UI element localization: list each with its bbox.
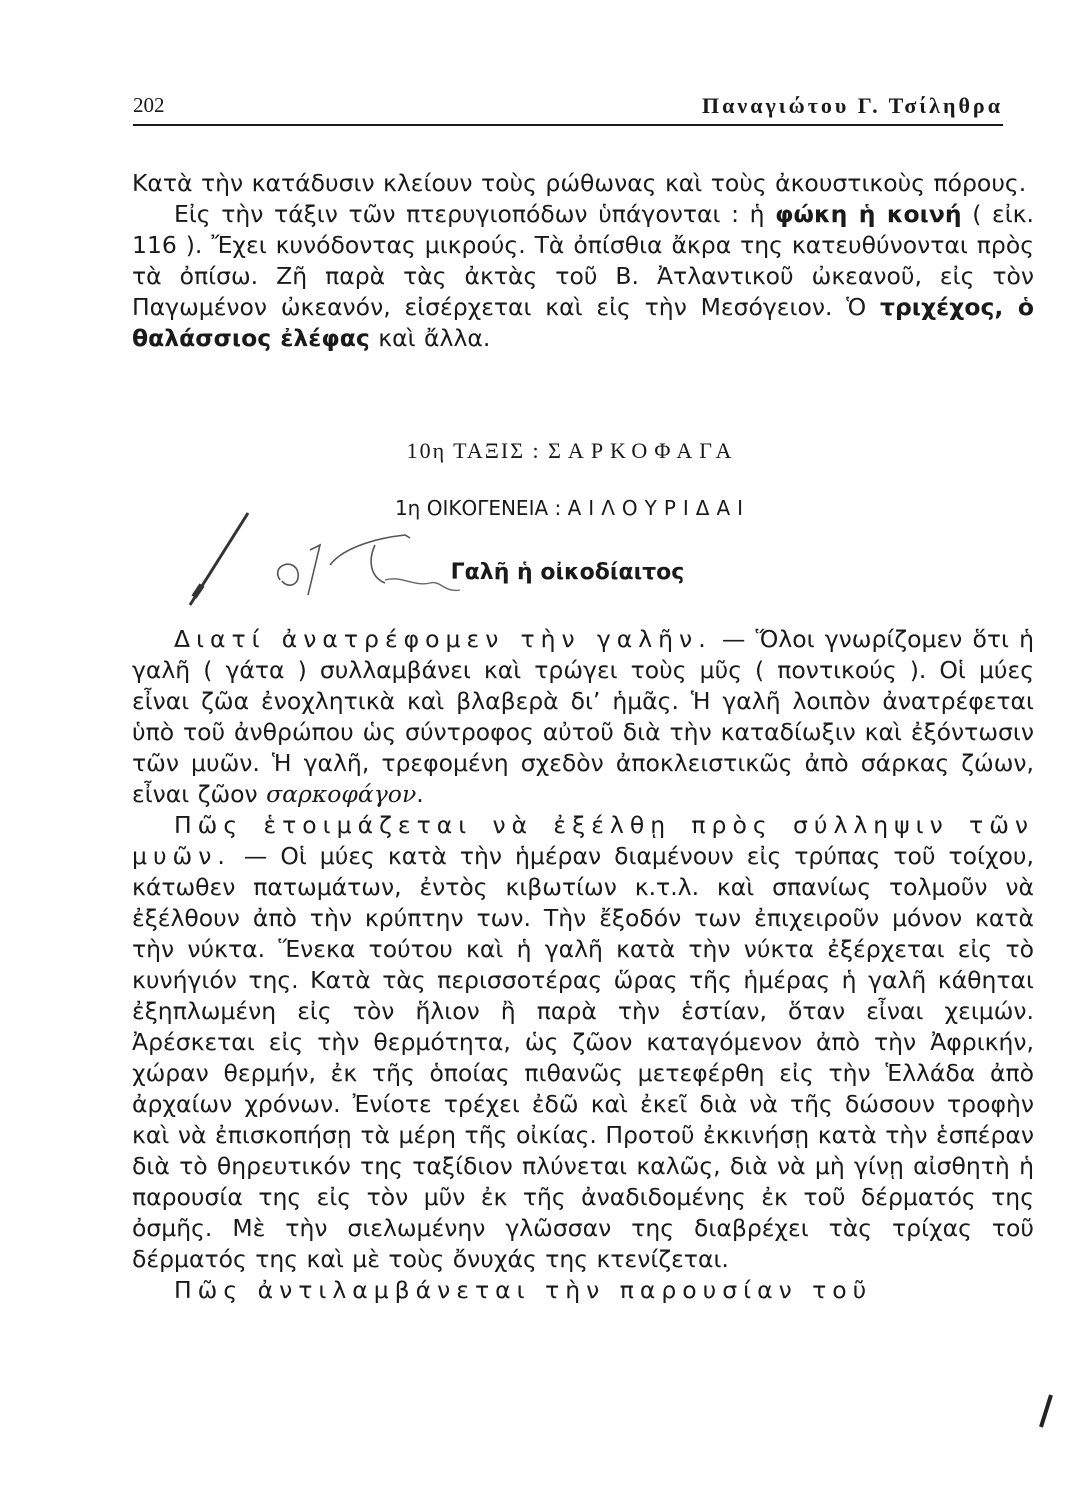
intro-text-run: ( εἰκ. 116 ). Ἔχει κυνόδοντας μικρούς. Τὰ ὀπίσθια ἄκρα της κατευθύνονται πρὸς τὰ ὀπίσω. Ζῆ παρὰ τὰς ἀκτὰς τοῦ Β. Ἀτλαντικοῦ ὠκεανοῦ, εἰς τὸν Παγωμένον ὠκεανόν, εἰσέρχεται καὶ εἰς τὴν Μεσόγειον. Ὁ [132,200,1034,321]
intro-text-run: καὶ ἄλλα. [369,324,491,352]
order-heading [0,438,1085,464]
term-carnivore: σαρκοφάγον [266,780,417,808]
page-header [133,93,1003,125]
main-text [132,624,1034,1306]
pen-stroke [194,585,202,597]
section-lead: Διατί ἀνατρέφομεν τὴν γαλῆν. [174,625,712,653]
intro-text [132,168,1034,354]
species-name-walrus: τριχέχος, ὁ θαλάσσιος ἐλέφας [132,293,1035,352]
intro-text-run: Εἰς τὴν τάξιν τῶν πτερυγιοπόδων ὑπάγονται : ἡ [174,200,776,228]
species-heading: Γαλῆ ἡ οἰκοδίαιτος [450,560,685,585]
section-lead: Πῶς ἀντιλαμβάνεται τὴν παρουσίαν τοῦ [174,1276,873,1304]
section-why-raise-cat [132,624,1034,810]
intro-paragraph-1: Κατὰ τὴν κατάδυσιν κλείουν τοὺς ρώθωνας καὶ τοὺς ἀκουστικοὺς πόρους. [132,169,1027,197]
section-text: — Οἱ μύες κατὰ τὴν ἡμέραν διαμένουν εἰς τρύπας τοῦ τοίχου, κάτωθεν πατωμάτων, ἐντὸς κιβωτίων κ.τ.λ. καὶ σπανίως τολμοῦν νὰ ἐξέλθουν ἀπὸ τὴν κρύπτην των. Τὴν ἔξοδόν των ἐπιχειροῦν μόνον κατὰ τὴν νύκτα. Ἕνεκα τούτου καὶ ἡ γαλῆ κατὰ τὴν νύκτα ἐξέρχεται εἰς τὸ κυνήγιόν της. Κατὰ τὰς περισσοτέρας ὥρας τῆς ἡμέρας ἡ γαλῆ κάθηται ἐξηπλωμένη εἰς τὸν ἥλιον ἢ παρὰ τὴν ἑστίαν, ὅταν εἶναι χειμών. Ἀρέσκεται εἰς τὴν θερμότητα, ὡς ζῶον καταγόμενον ἀπὸ τὴν Ἀφρικήν, χώραν θερμήν, ἐκ τῆς ὁποίας πιθανῶς μετεφέρθη εἰς τὴν Ἑλλάδα ἀπὸ ἀρχαίων χρόνων. Ἐνίοτε τρέχει ἐδῶ καὶ ἐκεῖ διὰ νὰ τῆς δώσουν τροφὴν καὶ νὰ ἐπισκοπήσῃ τὰ μέρη τῆς οἰκίας. Προτοῦ ἐκκινήσῃ κατὰ τὴν ἑσπέραν διὰ τὸ θηρευτικόν της ταξίδιον πλύνεται καλῶς, διὰ νὰ μὴ γίνῃ αἰσθητὴ ἡ παρουσία της εἰς τὸν μῦν ἐκ τῆς ἀναδιδομένης ἐκ τοῦ δέρματός της ὀσμῆς. Μὲ τὴν σιελωμένην γλῶσσαν της διαβρέχει τὰς τρίχας τοῦ δέρματός της καὶ μὲ τοὺς ὄνυχάς της κτενίζεται. [132,842,1034,1273]
page-number: 202 [133,93,165,117]
section-perception [132,1275,1034,1306]
intro-paragraph-2 [132,199,1034,354]
running-title: Παναγιώτου Γ. Τσίληθρα [702,93,1003,118]
pen-stroke [1041,1395,1051,1427]
header-rule [133,124,1003,126]
section-preparation [132,810,1034,1275]
order-number: 10η ΤΑΞΙΣ : [406,438,549,463]
order-name: ΣΑΡΚΟΦΑΓΑ [548,438,739,463]
section-lead: Πῶς ἑτοιμάζεται νὰ ἐξέλθῃ πρὸς σύλληψιν τῶν μυῶν. [132,811,1034,870]
section-text: — Ὅλοι γνωρίζομεν ὅτι ἡ γαλῆ ( γάτα ) συλλαμβάνει καὶ τρώγει τοὺς μῦς ( ποντικούς ). Οἱ μύες εἶναι ζῶα ἐνοχλητικὰ καὶ βλαβερὰ δι’ ἡμᾶς. Ἡ γαλῆ λοιπὸν ἀνατρέφεται ὑπὸ τοῦ ἀνθρώπου ὡς σύντροφος αὐτοῦ διὰ τὴν καταδίωξιν καὶ ἐξόντωσιν τῶν μυῶν. Ἡ γαλῆ, τρεφομένη σχεδὸν ἀποκλειστικῶς ἀπὸ σάρκας ζώων, εἶναι ζῶον [132,625,1034,808]
family-number: 1η ΟΙΚΟΓΕΝΕΙΑ : [394,496,568,520]
handwritten-annotation [170,505,510,610]
species-name-seal: φώκη ἡ κοινή [775,200,962,228]
section-text: . [416,780,424,808]
margin-pen-mark [1037,1393,1055,1429]
family-name: ΑΙΛΟΥΡΙΔΑΙ [567,496,751,520]
family-heading [0,496,1085,520]
